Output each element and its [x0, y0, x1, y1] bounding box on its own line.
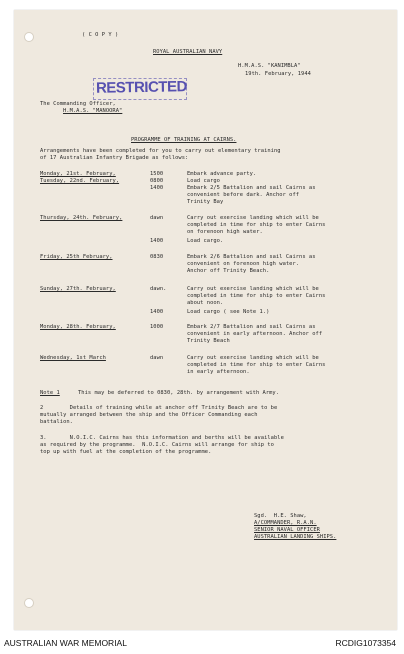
schedule-action: completed in time for ship to enter Cairns: [187, 222, 326, 228]
archive-footer: [0, 632, 404, 654]
schedule-time: dawn: [150, 355, 164, 361]
schedule-action: Embark 2/7 Battalion and sail Cairns as: [187, 324, 316, 330]
schedule-action: Embark advance party.: [187, 171, 257, 177]
schedule-time: 1400: [150, 185, 164, 191]
signature-title-2: AUSTRALIAN LANDING SHIPS.: [254, 534, 337, 540]
schedule-date: Wednesday, 1st March: [40, 355, 106, 361]
schedule-action: Carry out exercise landing which will be: [187, 286, 319, 292]
schedule-action: about noon.: [187, 300, 224, 306]
schedule-action: Carry out exercise landing which will be: [187, 215, 319, 221]
schedule-date: Thursday, 24th. February,: [40, 215, 123, 221]
signature-rank: A/COMMANDER, R.A.N.: [254, 520, 317, 526]
schedule-time: dawn.: [150, 286, 167, 292]
schedule-date: Tuesday, 22nd. February,: [40, 178, 120, 184]
signature-title-1: SENIOR NAVAL OFFICER: [254, 527, 320, 533]
schedule-action: Anchor off Trinity Beach.: [187, 268, 270, 274]
note-2-line: battalion.: [40, 419, 73, 425]
note-1-label: Note 1: [40, 390, 60, 396]
signature-name: Sgd. H.E. Shaw,: [254, 513, 307, 519]
schedule-date: Monday, 21st. February,: [40, 171, 116, 177]
schedule-time: 0830: [150, 254, 164, 260]
document-title: PROGRAMME OF TRAINING AT CAIRNS.: [131, 137, 237, 143]
intro-line-2: of 17 Australian Infantry Brigade as follows:: [40, 155, 189, 161]
note-2-line: 2 Details of training while at anchor off Trinity Beach are to be: [40, 405, 278, 411]
note-3-line: as required by the programme. N.O.I.C. Cairns will arrange for ship to: [40, 442, 274, 448]
intro-line-1: Arrangements have been completed for you to carry out elementary training: [40, 148, 281, 154]
schedule-action: convenient on forenoon high water.: [187, 261, 300, 267]
addressee-line-2: H.M.A.S. "MANOORA": [63, 108, 123, 114]
schedule-action: Load cargo ( see Note 1.): [187, 309, 270, 315]
schedule-time: 1500: [150, 171, 164, 177]
schedule-action: Trinity Bay: [187, 199, 224, 205]
schedule-action: Load cargo: [187, 178, 220, 184]
addressee-line-1: The Commanding Officer,: [40, 101, 116, 107]
note-1-text: This may be deferred to 0830, 28th. by arrangement with Army.: [78, 390, 280, 396]
note-2-line: mutually arranged between the ship and the Officer Commanding each: [40, 412, 258, 418]
schedule-time: 1000: [150, 324, 164, 330]
schedule-action: completed in time for ship to enter Cairns: [187, 293, 326, 299]
letter-date: 19th. February, 1944: [245, 71, 311, 77]
footer-record-id: RCDIG1073354: [335, 638, 396, 648]
schedule-action: convenient in early afternoon. Anchor off: [187, 331, 323, 337]
schedule-time: 0800: [150, 178, 164, 184]
copy-mark: ( C O P Y ): [82, 32, 119, 38]
schedule-time: 1400: [150, 309, 164, 315]
schedule-action: on forenoon high water.: [187, 229, 263, 235]
schedule-action: in early afternoon.: [187, 369, 250, 375]
schedule-time: dawn: [150, 215, 164, 221]
restricted-stamp: RESTRICTED: [95, 78, 187, 97]
schedule-action: Load cargo.: [187, 238, 224, 244]
note-3-line: 3. N.O.I.C. Cairns has this information and berths will be available: [40, 435, 284, 441]
schedule-action: convenient before dark. Anchor off: [187, 192, 300, 198]
schedule-date: Sunday, 27th. February,: [40, 286, 116, 292]
note-3-line: top up with fuel at the completion of the programme.: [40, 449, 212, 455]
schedule-date: Monday, 28th. February,: [40, 324, 116, 330]
punch-hole: [24, 598, 34, 608]
schedule-action: completed in time for ship to enter Cairns: [187, 362, 326, 368]
schedule-date: Friday, 25th February,: [40, 254, 113, 260]
schedule-action: Embark 2/6 Battalion and sail Cairns as: [187, 254, 316, 260]
schedule-action: Carry out exercise landing which will be: [187, 355, 319, 361]
punch-hole: [24, 32, 34, 42]
schedule-action: Trinity Beach: [187, 338, 230, 344]
schedule-time: 1400: [150, 238, 164, 244]
footer-institution: AUSTRALIAN WAR MEMORIAL: [4, 638, 127, 648]
navy-heading: ROYAL AUSTRALIAN NAVY: [153, 49, 223, 55]
ship-name: H.M.A.S. "KANIMBLA": [238, 63, 301, 69]
schedule-action: Embark 2/5 Battalion and sail Cairns as: [187, 185, 316, 191]
